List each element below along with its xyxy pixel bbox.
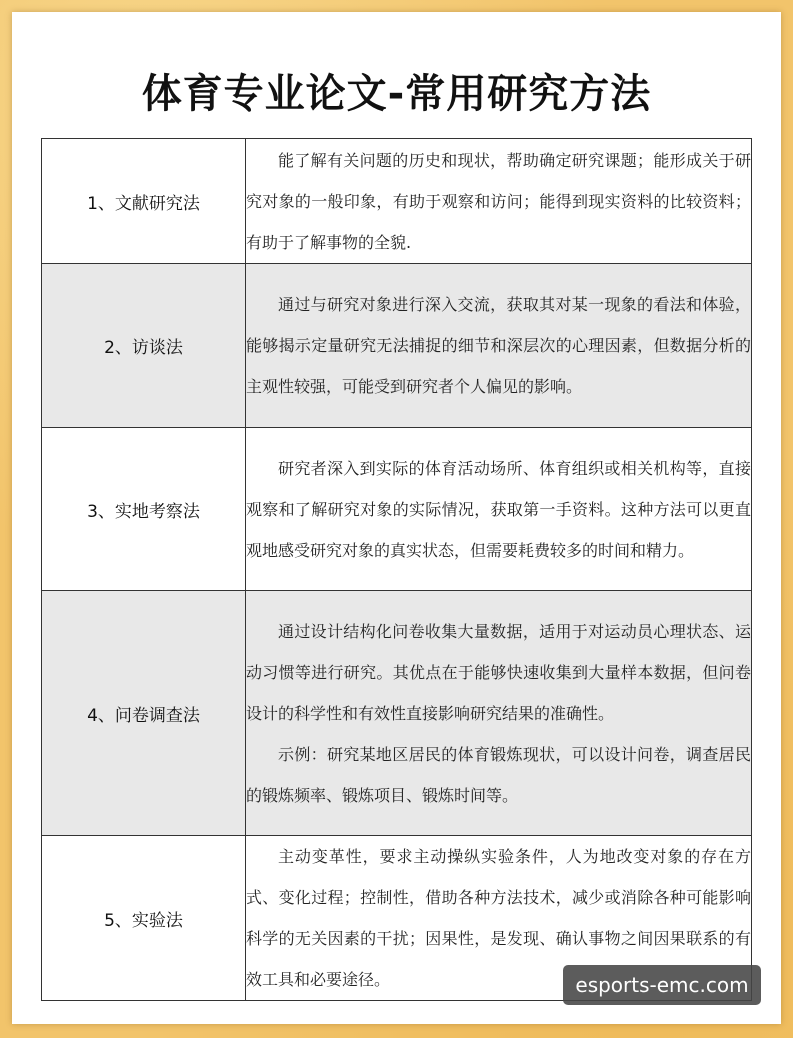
description-paragraph: 能了解有关问题的历史和现状，帮助确定研究课题；能形成关于研究对象的一般印象，有助于观察和访问；能得到现实资料的比较资料；有助于了解事物的全貌. xyxy=(246,150,751,252)
method-description xyxy=(246,139,752,264)
description-paragraph: 通过设计结构化问卷收集大量数据，适用于对运动员心理状态、运动习惯等进行研究。其优点在于能够快速收集到大量样本数据，但问卷设计的科学性和有效性直接影响研究结果的准确性。 xyxy=(246,621,751,723)
method-name: 1、文献研究法 xyxy=(42,139,246,264)
table-row xyxy=(42,139,752,264)
method-name: 2、访谈法 xyxy=(42,264,246,428)
method-description xyxy=(246,264,752,428)
example-paragraph: 示例：研究某地区居民的体育锻炼现状，可以设计问卷，调查居民的锻炼频率、锻炼项目、锻炼时间等。 xyxy=(246,744,751,805)
table-row xyxy=(42,591,752,836)
description-paragraph: 主动变革性，要求主动操纵实验条件，人为地改变对象的存在方式、变化过程；控制性，借助各种方法技术，减少或消除各种可能影响科学的无关因素的干扰；因果性，是发现、确认事物之间因果联系的有效工具和必要途径。 xyxy=(246,847,751,989)
method-name: 5、实验法 xyxy=(42,836,246,1001)
page-title: 体育专业论文-常用研究方法 xyxy=(141,71,652,117)
watermark: esports-emc.com xyxy=(563,965,761,1005)
description-paragraph: 通过与研究对象进行深入交流，获取其对某一现象的看法和体验，能够揭示定量研究无法捕捉的细节和深层次的心理因素，但数据分析的主观性较强，可能受到研究者个人偏见的影响。 xyxy=(246,295,751,396)
table-row xyxy=(42,428,752,591)
table-row xyxy=(42,264,752,428)
method-description xyxy=(246,428,752,591)
method-name: 3、实地考察法 xyxy=(42,428,246,591)
description-paragraph: 研究者深入到实际的体育活动场所、体育组织或相关机构等，直接观察和了解研究对象的实际情况，获取第一手资料。这种方法可以更直观地感受研究对象的真实状态，但需要耗费较多的时间和精力。 xyxy=(246,458,751,560)
method-name: 4、问卷调查法 xyxy=(42,591,246,836)
methods-table xyxy=(41,138,752,1001)
method-description xyxy=(246,591,752,836)
